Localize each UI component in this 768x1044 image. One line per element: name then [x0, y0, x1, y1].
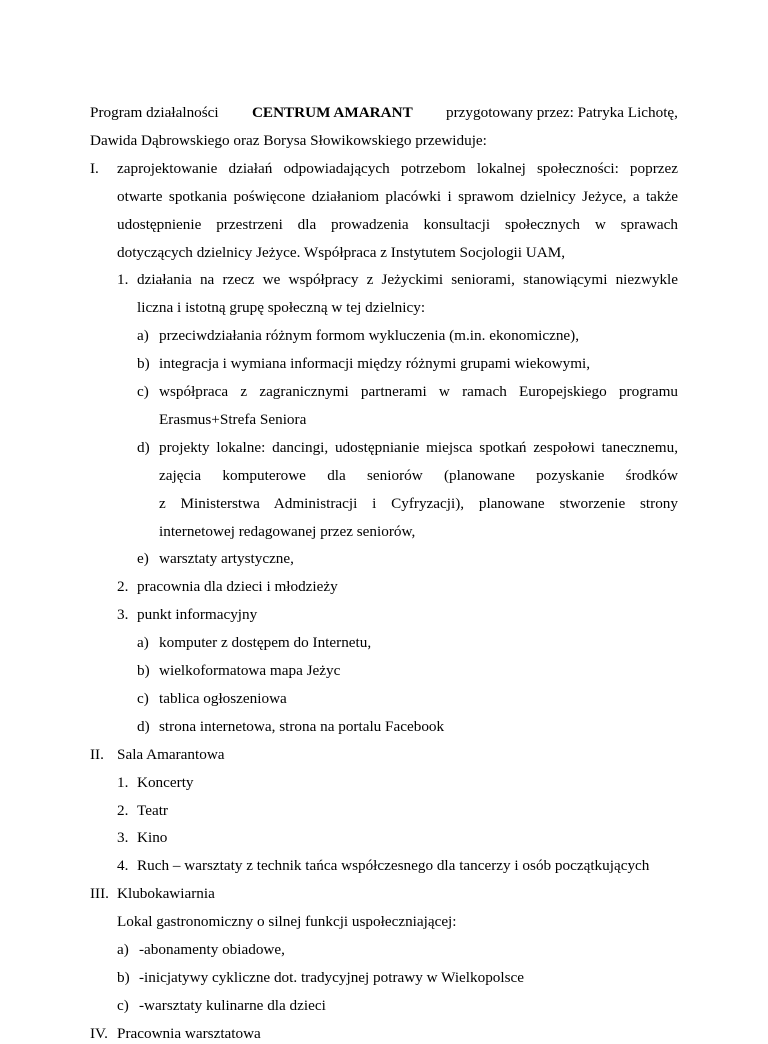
- sub-e-label: e): [137, 550, 149, 567]
- item-1-line-2: liczna i istotną grupę społeczną w tej dzielnicy:: [137, 299, 426, 316]
- s3-item-a-text: -abonamenty obiadowe,: [139, 941, 285, 958]
- sub-c-line-2: Erasmus+Strefa Seniora: [159, 411, 307, 428]
- item-3-c-text: tablica ogłoszeniowa: [159, 690, 287, 707]
- section-4-title: Pracownia warsztatowa: [117, 1025, 261, 1042]
- item-1-line-1: działania na rzecz we współpracy z Jeżyckimi seniorami, stanowiącymi niezwykle: [137, 271, 678, 288]
- section-4-number: IV.: [90, 1025, 108, 1042]
- s2-item-4-text: Ruch – warsztaty z technik tańca współczesnego dla tancerzy i osób początkujących: [137, 857, 650, 874]
- item-3-c-label: c): [137, 690, 149, 707]
- s2-item-1-number: 1.: [117, 774, 129, 791]
- section-3-title: Klubokawiarnia: [117, 885, 215, 902]
- item-3-d-label: d): [137, 718, 150, 735]
- item-3-a-text: komputer z dostępem do Internetu,: [159, 634, 372, 651]
- item-3-b-label: b): [137, 662, 150, 679]
- intro-line-2: Dawida Dąbrowskiego oraz Borysa Słowikowskiego przewiduje:: [90, 132, 487, 149]
- item-3-a-label: a): [137, 634, 149, 651]
- s2-item-3-text: Kino: [137, 829, 168, 846]
- sub-a-text: przeciwdziałania różnym formom wykluczenia (m.in. ekonomiczne),: [159, 327, 580, 344]
- center-name: CENTRUM AMARANT: [251, 104, 413, 121]
- item-3-b-text: wielkoformatowa mapa Jeżyc: [159, 662, 341, 679]
- s3-item-a-label: a): [117, 941, 129, 958]
- s2-item-2-number: 2.: [117, 802, 129, 819]
- section-1-line-4: dotyczących dzielnicy Jeżyce. Współpraca z Instytutem Socjologii UAM,: [117, 244, 566, 261]
- section-3-description: Lokal gastronomiczny o silnej funkcji uspołeczniającej:: [117, 913, 457, 930]
- sub-d-line-3: z Ministerstwa Administracji i Cyfryzacji), planowane stworzenie strony: [159, 495, 678, 512]
- s3-item-b-text: -inicjatywy cykliczne dot. tradycyjnej potrawy w Wielkopolsce: [139, 969, 525, 986]
- item-2-text: pracownia dla dzieci i młodzieży: [137, 578, 338, 595]
- section-1-line-2: otwarte spotkania poświęcone działaniom placówki i sprawom dzielnicy Jeżyce, a także: [117, 188, 678, 205]
- item-3-text: punkt informacyjny: [137, 606, 258, 623]
- sub-e-text: warsztaty artystyczne,: [159, 550, 294, 567]
- sub-d-line-2: zajęcia komputerowe dla seniorów (planowane pozyskanie środków: [159, 467, 678, 484]
- sub-b-text: integracja i wymiana informacji między różnymi grupami wiekowymi,: [159, 355, 591, 372]
- s2-item-2-text: Teatr: [137, 802, 168, 819]
- section-3-number: III.: [90, 885, 109, 902]
- sub-c-line-1: współpraca z zagranicznymi partnerami w ramach Europejskiego programu: [159, 383, 678, 400]
- sub-d-label: d): [137, 439, 150, 456]
- s3-item-b-label: b): [117, 969, 130, 986]
- section-2-title: Sala Amarantowa: [117, 746, 225, 763]
- sub-a-label: a): [137, 327, 149, 344]
- s2-item-4-number: 4.: [117, 857, 129, 874]
- sub-d-line-4: internetowej redagowanej przez seniorów,: [159, 523, 416, 540]
- item-1-number: 1.: [117, 271, 129, 288]
- section-2-number: II.: [90, 746, 104, 763]
- intro-suffix: przygotowany przez: Patryka Lichotę,: [446, 104, 678, 121]
- sub-d-line-1: projekty lokalne: dancingi, udostępnianie miejsca spotkań zespołowi tanecznemu,: [159, 439, 678, 456]
- s3-item-c-label: c): [117, 997, 129, 1014]
- s2-item-3-number: 3.: [117, 829, 129, 846]
- sub-c-label: c): [137, 383, 149, 400]
- item-3-number: 3.: [117, 606, 129, 623]
- s2-item-1-text: Koncerty: [137, 774, 194, 791]
- section-1-line-3: udostępnienie przestrzeni dla prowadzenia konsultacji społecznych w sprawach: [117, 216, 678, 233]
- section-1-line-1: zaprojektowanie działań odpowiadających potrzebom lokalnej społeczności: poprzez: [117, 160, 678, 177]
- sub-b-label: b): [137, 355, 150, 372]
- intro-prefix: Program działalności: [90, 104, 219, 121]
- intro-line-1: [90, 103, 678, 123]
- item-2-number: 2.: [117, 578, 129, 595]
- s3-item-c-text: -warsztaty kulinarne dla dzieci: [139, 997, 326, 1014]
- section-1-number: I.: [90, 160, 99, 177]
- item-3-d-text: strona internetowa, strona na portalu Facebook: [159, 718, 445, 735]
